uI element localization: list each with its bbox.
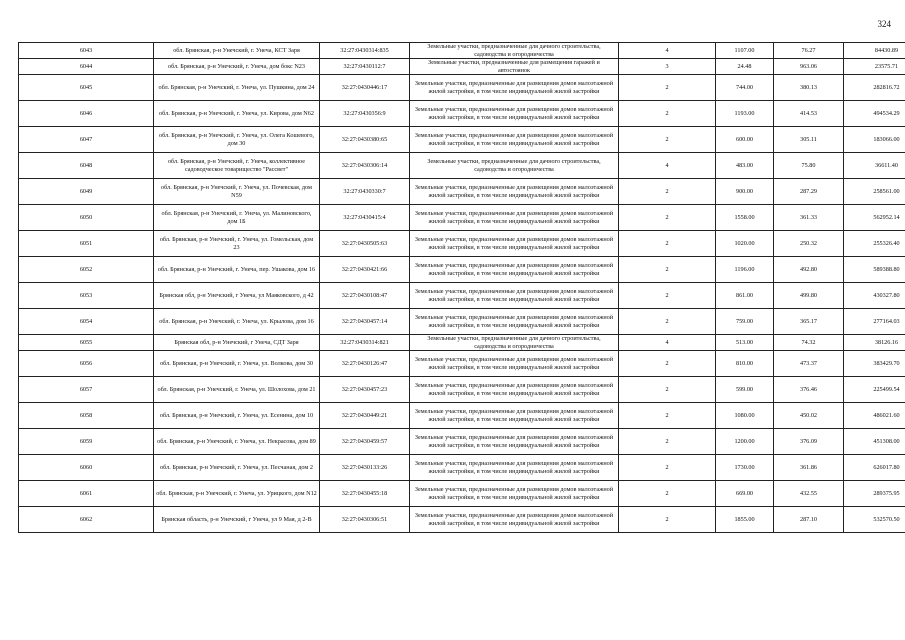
row-number-cell: 6061	[19, 481, 154, 507]
address-cell: обл. Брянская, р-н Унечский, г. Унеча, ул. Волкова, дом 30	[154, 351, 320, 377]
area-cell: 1080.00	[716, 403, 774, 429]
specific-value-cell: 250.32	[774, 231, 844, 257]
cadastral-number-cell: 32:27:0430314:835	[320, 43, 410, 59]
address-cell: обл. Брянская, р-н Унечский, г. Унеча, ул. Олега Кошевого, дом 30	[154, 127, 320, 153]
cadastral-value-cell: 282816.72	[844, 75, 905, 101]
area-cell: 1193.00	[716, 101, 774, 127]
cadastral-number-cell: 32:27:0430108:47	[320, 283, 410, 309]
cadastral-number-cell: 32:27:0430356:9	[320, 101, 410, 127]
cadastral-value-cell: 255326.40	[844, 231, 905, 257]
land-use-cell: Земельные участки, предназначенные для дачного строительства, садоводства и огородничества	[410, 43, 619, 59]
cadastral-value-cell: 277164.03	[844, 309, 905, 335]
category-cell: 2	[619, 507, 716, 533]
category-cell: 4	[619, 43, 716, 59]
cadastral-value-table	[18, 42, 905, 533]
address-cell: обл. Брянская, р-н Унечский, г. Унеча, ул. Шолохова, дом 21	[154, 377, 320, 403]
category-cell: 2	[619, 179, 716, 205]
specific-value-cell: 499.80	[774, 283, 844, 309]
row-number-cell: 6043	[19, 43, 154, 59]
row-number-cell: 6045	[19, 75, 154, 101]
area-cell: 759.00	[716, 309, 774, 335]
row-number-cell: 6051	[19, 231, 154, 257]
table-row	[19, 309, 905, 335]
land-use-cell: Земельные участки, предназначенные для размещения домов малоэтажной жилой застройки, в том числе индивидуальной жилой застройки	[410, 429, 619, 455]
table-row	[19, 403, 905, 429]
land-use-cell: Земельные участки, предназначенные для размещения гаражей и автостоянок	[410, 59, 619, 75]
specific-value-cell: 450.02	[774, 403, 844, 429]
area-cell: 599.00	[716, 377, 774, 403]
specific-value-cell: 305.11	[774, 127, 844, 153]
land-use-cell: Земельные участки, предназначенные для размещения домов малоэтажной жилой застройки, в том числе индивидуальной жилой застройки	[410, 205, 619, 231]
cadastral-value-cell: 84430.89	[844, 43, 905, 59]
category-cell: 2	[619, 127, 716, 153]
cadastral-number-cell: 32:27:0430457:14	[320, 309, 410, 335]
category-cell: 2	[619, 309, 716, 335]
row-number-cell: 6053	[19, 283, 154, 309]
area-cell: 483.00	[716, 153, 774, 179]
address-cell: обл. Брянская, р-н Унечский, г. Унеча, ул. Гомельская, дом 23	[154, 231, 320, 257]
cadastral-number-cell: 32:27:0430314:821	[320, 335, 410, 351]
specific-value-cell: 432.55	[774, 481, 844, 507]
table-row	[19, 481, 905, 507]
specific-value-cell: 76.27	[774, 43, 844, 59]
land-use-cell: Земельные участки, предназначенные для размещения домов малоэтажной жилой застройки, в том числе индивидуальной жилой застройки	[410, 377, 619, 403]
cadastral-number-cell: 32:27:0430457:23	[320, 377, 410, 403]
row-number-cell: 6049	[19, 179, 154, 205]
land-use-cell: Земельные участки, предназначенные для размещения домов малоэтажной жилой застройки, в том числе индивидуальной жилой застройки	[410, 403, 619, 429]
area-cell: 1196.00	[716, 257, 774, 283]
specific-value-cell: 287.29	[774, 179, 844, 205]
cadastral-value-cell: 589388.80	[844, 257, 905, 283]
table-body	[19, 43, 905, 533]
land-use-cell: Земельные участки, предназначенные для размещения домов малоэтажной жилой застройки, в том числе индивидуальной жилой застройки	[410, 507, 619, 533]
category-cell: 3	[619, 59, 716, 75]
table-row	[19, 179, 905, 205]
table-row	[19, 205, 905, 231]
row-number-cell: 6059	[19, 429, 154, 455]
cadastral-number-cell: 32:27:0430455:18	[320, 481, 410, 507]
cadastral-value-cell: 562952.14	[844, 205, 905, 231]
page-number: 324	[877, 19, 891, 29]
land-use-cell: Земельные участки, предназначенные для дачного строительства, садоводства и огородничества	[410, 335, 619, 351]
category-cell: 2	[619, 429, 716, 455]
category-cell: 2	[619, 205, 716, 231]
category-cell: 2	[619, 283, 716, 309]
area-cell: 1020.00	[716, 231, 774, 257]
specific-value-cell: 414.53	[774, 101, 844, 127]
row-number-cell: 6055	[19, 335, 154, 351]
table-row	[19, 507, 905, 533]
cadastral-number-cell: 32:27:0430421:66	[320, 257, 410, 283]
row-number-cell: 6046	[19, 101, 154, 127]
table-row	[19, 455, 905, 481]
category-cell: 2	[619, 377, 716, 403]
area-cell: 1107.00	[716, 43, 774, 59]
area-cell: 513.00	[716, 335, 774, 351]
row-number-cell: 6058	[19, 403, 154, 429]
table-row	[19, 283, 905, 309]
row-number-cell: 6057	[19, 377, 154, 403]
cadastral-value-cell: 451308.00	[844, 429, 905, 455]
cadastral-value-cell: 486021.60	[844, 403, 905, 429]
cadastral-value-cell: 383429.70	[844, 351, 905, 377]
address-cell: обл. Брянская, р-н Унечский, г. Унеча, дом бокс N23	[154, 59, 320, 75]
row-number-cell: 6044	[19, 59, 154, 75]
cadastral-number-cell: 32:27:0430112:7	[320, 59, 410, 75]
table-row	[19, 351, 905, 377]
address-cell: обл. Брянская, р-н Унечский, г. Унеча, ул. Урицкого, дом N12	[154, 481, 320, 507]
specific-value-cell: 361.86	[774, 455, 844, 481]
table-row	[19, 101, 905, 127]
address-cell: обл. Брянская, р-н Унечский, г. Унеча, ул. Песчаная, дом 2	[154, 455, 320, 481]
address-cell: Брянская обл, р-н Унечский, г Унеча, СДТ Заря	[154, 335, 320, 351]
category-cell: 2	[619, 75, 716, 101]
cadastral-number-cell: 32:27:0430415:4	[320, 205, 410, 231]
table-row	[19, 153, 905, 179]
address-cell: Брянская область, р-н Унечский, г Унеча, ул 9 Мая, д 2-В	[154, 507, 320, 533]
area-cell: 1200.00	[716, 429, 774, 455]
land-use-cell: Земельные участки, предназначенные для размещения домов малоэтажной жилой застройки, в том числе индивидуальной жилой застройки	[410, 351, 619, 377]
area-cell: 24.48	[716, 59, 774, 75]
cadastral-number-cell: 32:27:0430330:7	[320, 179, 410, 205]
category-cell: 4	[619, 153, 716, 179]
row-number-cell: 6047	[19, 127, 154, 153]
specific-value-cell: 376.09	[774, 429, 844, 455]
area-cell: 600.00	[716, 127, 774, 153]
row-number-cell: 6056	[19, 351, 154, 377]
row-number-cell: 6050	[19, 205, 154, 231]
land-use-cell: Земельные участки, предназначенные для размещения домов малоэтажной жилой застройки, в том числе индивидуальной жилой застройки	[410, 481, 619, 507]
land-use-cell: Земельные участки, предназначенные для размещения домов малоэтажной жилой застройки, в том числе индивидуальной жилой застройки	[410, 75, 619, 101]
cadastral-number-cell: 32:27:0430380:65	[320, 127, 410, 153]
land-use-cell: Земельные участки, предназначенные для размещения домов малоэтажной жилой застройки, в том числе индивидуальной жилой застройки	[410, 101, 619, 127]
table-row	[19, 257, 905, 283]
address-cell: обл. Брянская, р-н Унечский, г. Унеча, коллективное садоводческое товарищество "Рассвет"	[154, 153, 320, 179]
row-number-cell: 6054	[19, 309, 154, 335]
specific-value-cell: 74.32	[774, 335, 844, 351]
address-cell: обл. Брянская, р-н Унечский, г. Унеча, ул. Крылова, дом 16	[154, 309, 320, 335]
specific-value-cell: 963.06	[774, 59, 844, 75]
area-cell: 810.00	[716, 351, 774, 377]
cadastral-value-cell: 183066.00	[844, 127, 905, 153]
row-number-cell: 6062	[19, 507, 154, 533]
land-use-cell: Земельные участки, предназначенные для размещения домов малоэтажной жилой застройки, в том числе индивидуальной жилой застройки	[410, 309, 619, 335]
specific-value-cell: 75.80	[774, 153, 844, 179]
cadastral-number-cell: 32:27:0430449:21	[320, 403, 410, 429]
land-use-cell: Земельные участки, предназначенные для размещения домов малоэтажной жилой застройки, в том числе индивидуальной жилой застройки	[410, 283, 619, 309]
cadastral-number-cell: 32:27:0430306:51	[320, 507, 410, 533]
land-use-cell: Земельные участки, предназначенные для размещения домов малоэтажной жилой застройки, в том числе индивидуальной жилой застройки	[410, 455, 619, 481]
area-cell: 900.00	[716, 179, 774, 205]
category-cell: 2	[619, 351, 716, 377]
area-cell: 1855.00	[716, 507, 774, 533]
specific-value-cell: 380.13	[774, 75, 844, 101]
cadastral-number-cell: 32:27:0430505:63	[320, 231, 410, 257]
cadastral-value-cell: 289375.95	[844, 481, 905, 507]
cadastral-value-cell: 225499.54	[844, 377, 905, 403]
cadastral-value-cell: 430327.80	[844, 283, 905, 309]
land-use-cell: Земельные участки, предназначенные для размещения домов малоэтажной жилой застройки, в том числе индивидуальной жилой застройки	[410, 127, 619, 153]
cadastral-number-cell: 32:27:0430306:14	[320, 153, 410, 179]
table-row	[19, 59, 905, 75]
land-use-cell: Земельные участки, предназначенные для размещения домов малоэтажной жилой застройки, в том числе индивидуальной жилой застройки	[410, 231, 619, 257]
category-cell: 2	[619, 403, 716, 429]
area-cell: 744.00	[716, 75, 774, 101]
category-cell: 2	[619, 231, 716, 257]
cadastral-value-cell: 258561.00	[844, 179, 905, 205]
category-cell: 2	[619, 101, 716, 127]
specific-value-cell: 361.33	[774, 205, 844, 231]
address-cell: обл. Брянская, р-н Унечский, г. Унеча, ул. Малиновского, дом 1Б	[154, 205, 320, 231]
specific-value-cell: 287.10	[774, 507, 844, 533]
category-cell: 4	[619, 335, 716, 351]
table-row	[19, 429, 905, 455]
specific-value-cell: 376.46	[774, 377, 844, 403]
specific-value-cell: 365.17	[774, 309, 844, 335]
row-number-cell: 6052	[19, 257, 154, 283]
cadastral-value-cell: 23575.71	[844, 59, 905, 75]
row-number-cell: 6060	[19, 455, 154, 481]
table-row	[19, 127, 905, 153]
address-cell: обл. Брянская, р-н Унечский, г. Унеча, ул. Пушкина, дом 24	[154, 75, 320, 101]
address-cell: обл. Брянская, р-н Унечский, г. Унеча, ул. Кирова, дом N62	[154, 101, 320, 127]
address-cell: обл. Брянская, р-н Унечский, г. Унеча, пер. Ушакова, дом 16	[154, 257, 320, 283]
area-cell: 1730.00	[716, 455, 774, 481]
cadastral-number-cell: 32:27:0430459:57	[320, 429, 410, 455]
area-cell: 1558.00	[716, 205, 774, 231]
specific-value-cell: 492.80	[774, 257, 844, 283]
cadastral-value-cell: 626017.80	[844, 455, 905, 481]
cadastral-value-cell: 38126.16	[844, 335, 905, 351]
land-use-cell: Земельные участки, предназначенные для размещения домов малоэтажной жилой застройки, в том числе индивидуальной жилой застройки	[410, 179, 619, 205]
cadastral-number-cell: 32:27:0430446:17	[320, 75, 410, 101]
cadastral-value-cell: 532570.50	[844, 507, 905, 533]
cadastral-value-cell: 36611.40	[844, 153, 905, 179]
specific-value-cell: 473.37	[774, 351, 844, 377]
table-row	[19, 43, 905, 59]
table-row	[19, 335, 905, 351]
area-cell: 669.00	[716, 481, 774, 507]
address-cell: обл. Брянская, р-н Унечский, г. Унеча, ул. Некрасова, дом 89	[154, 429, 320, 455]
table-row	[19, 377, 905, 403]
address-cell: обл. Брянская, р-н Унечский, г. Унеча, ул. Почевская, дом N59	[154, 179, 320, 205]
cadastral-number-cell: 32:27:0430133:26	[320, 455, 410, 481]
land-use-cell: Земельные участки, предназначенные для дачного строительства, садоводства и огородничества	[410, 153, 619, 179]
land-use-cell: Земельные участки, предназначенные для размещения домов малоэтажной жилой застройки, в том числе индивидуальной жилой застройки	[410, 257, 619, 283]
address-cell: обл. Брянская, р-н Унечский, г. Унеча, КСТ Заря	[154, 43, 320, 59]
table-row	[19, 75, 905, 101]
address-cell: обл. Брянская, р-н Унечский, г. Унеча, ул. Есенина, дом 10	[154, 403, 320, 429]
category-cell: 2	[619, 455, 716, 481]
category-cell: 2	[619, 257, 716, 283]
address-cell: Брянская обл, р-н Унечский, г Унеча, ул Маяковского, д 42	[154, 283, 320, 309]
cadastral-value-cell: 494534.29	[844, 101, 905, 127]
table-row	[19, 231, 905, 257]
category-cell: 2	[619, 481, 716, 507]
cadastral-number-cell: 32:27:0430126:47	[320, 351, 410, 377]
row-number-cell: 6048	[19, 153, 154, 179]
area-cell: 861.00	[716, 283, 774, 309]
